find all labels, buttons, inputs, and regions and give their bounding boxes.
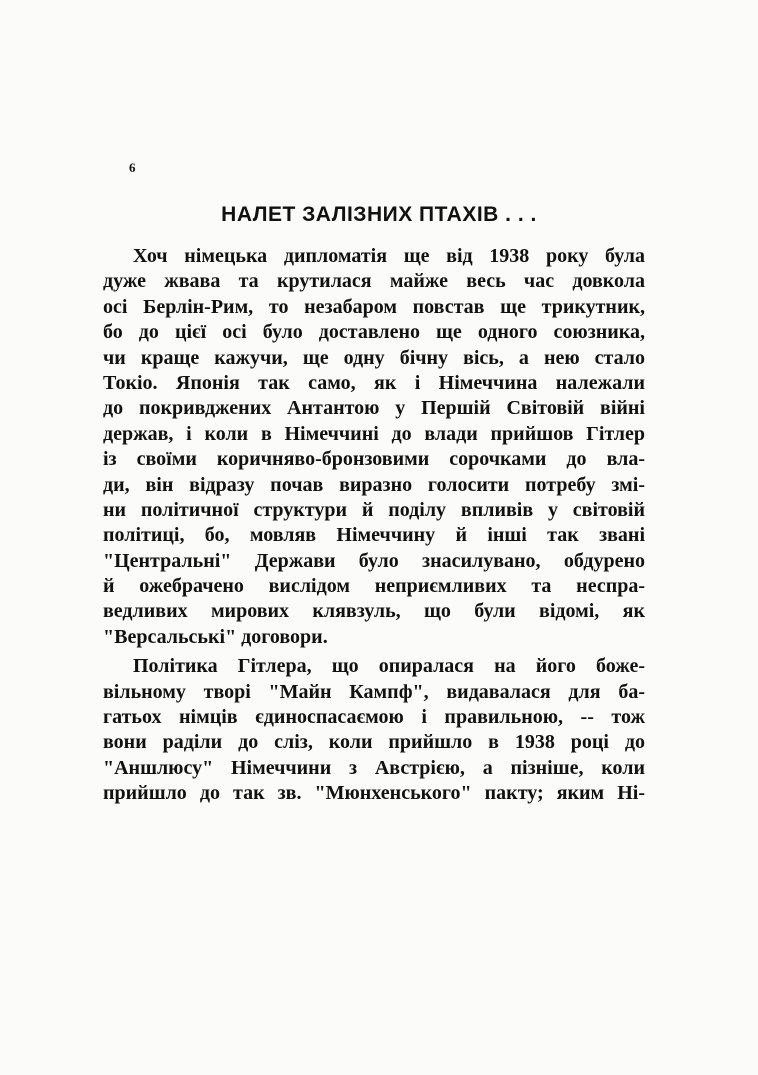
text-line: "Аншлюсу" Німеччини з Австрією, а пізніше, коли <box>103 756 645 779</box>
text-line: держав, і коли в Німеччині до влади прийшов Гітлер <box>103 422 645 445</box>
text-line: бо до цієї осі було доставлено ще одного союзника, <box>103 321 645 344</box>
text-line: й ожебрачено вислідом неприємливих та неспра- <box>103 575 645 598</box>
text-line: політиці, бо, мовляв Німеччину й інші так звані <box>103 524 645 547</box>
text-line: осі Берлін-Рим, то незабаром повстав ще трикутник, <box>103 295 645 318</box>
text-line: із своїми коричняво-бронзовими сорочками до вла- <box>103 448 645 471</box>
text-line: ведливих мирових клявзуль, що були відомі, як <box>103 600 645 623</box>
text-line: "Центральні" Держави було знасилувано, обдурено <box>103 549 645 572</box>
text-line: ни політичної структури й поділу впливів у світовій <box>103 498 645 521</box>
text-line: дуже жвава та крутилася майже весь час довкола <box>103 270 645 293</box>
paragraph <box>103 244 645 650</box>
paragraph <box>103 654 645 806</box>
text-line: до покривджених Антантою у Першій Світовій війні <box>103 397 645 420</box>
text-line: гатьох німців єдиноспасаємою і правильною, -- тож <box>103 706 645 729</box>
text-line: Хоч німецька дипломатія ще від 1938 року була <box>133 245 645 267</box>
text-line: ди, він відразу почав виразно голосити потребу змі- <box>103 473 645 496</box>
text-line: "Версальські" договори. <box>103 625 328 648</box>
text-line: Токіо. Японія так само, як і Німеччина належали <box>103 371 645 394</box>
text-line: Політика Гітлера, що опиралася на його боже- <box>133 655 645 678</box>
page-number: 6 <box>129 160 136 175</box>
text-line: чи краще кажучи, ще одну бічну вісь, а нею стало <box>103 346 645 369</box>
text-line: прийшло до так зв. "Мюнхенського" пакту; яким Ні- <box>103 782 645 805</box>
text-line: вільному творі "Майн Кампф", видавалася для ба- <box>103 680 645 703</box>
body-text <box>103 244 645 807</box>
chapter-title: НАЛЕТ ЗАЛІЗНИХ ПТАХІВ . . . <box>221 203 537 226</box>
text-line: вони раділи до сліз, коли прийшло в 1938 році до <box>103 731 645 754</box>
